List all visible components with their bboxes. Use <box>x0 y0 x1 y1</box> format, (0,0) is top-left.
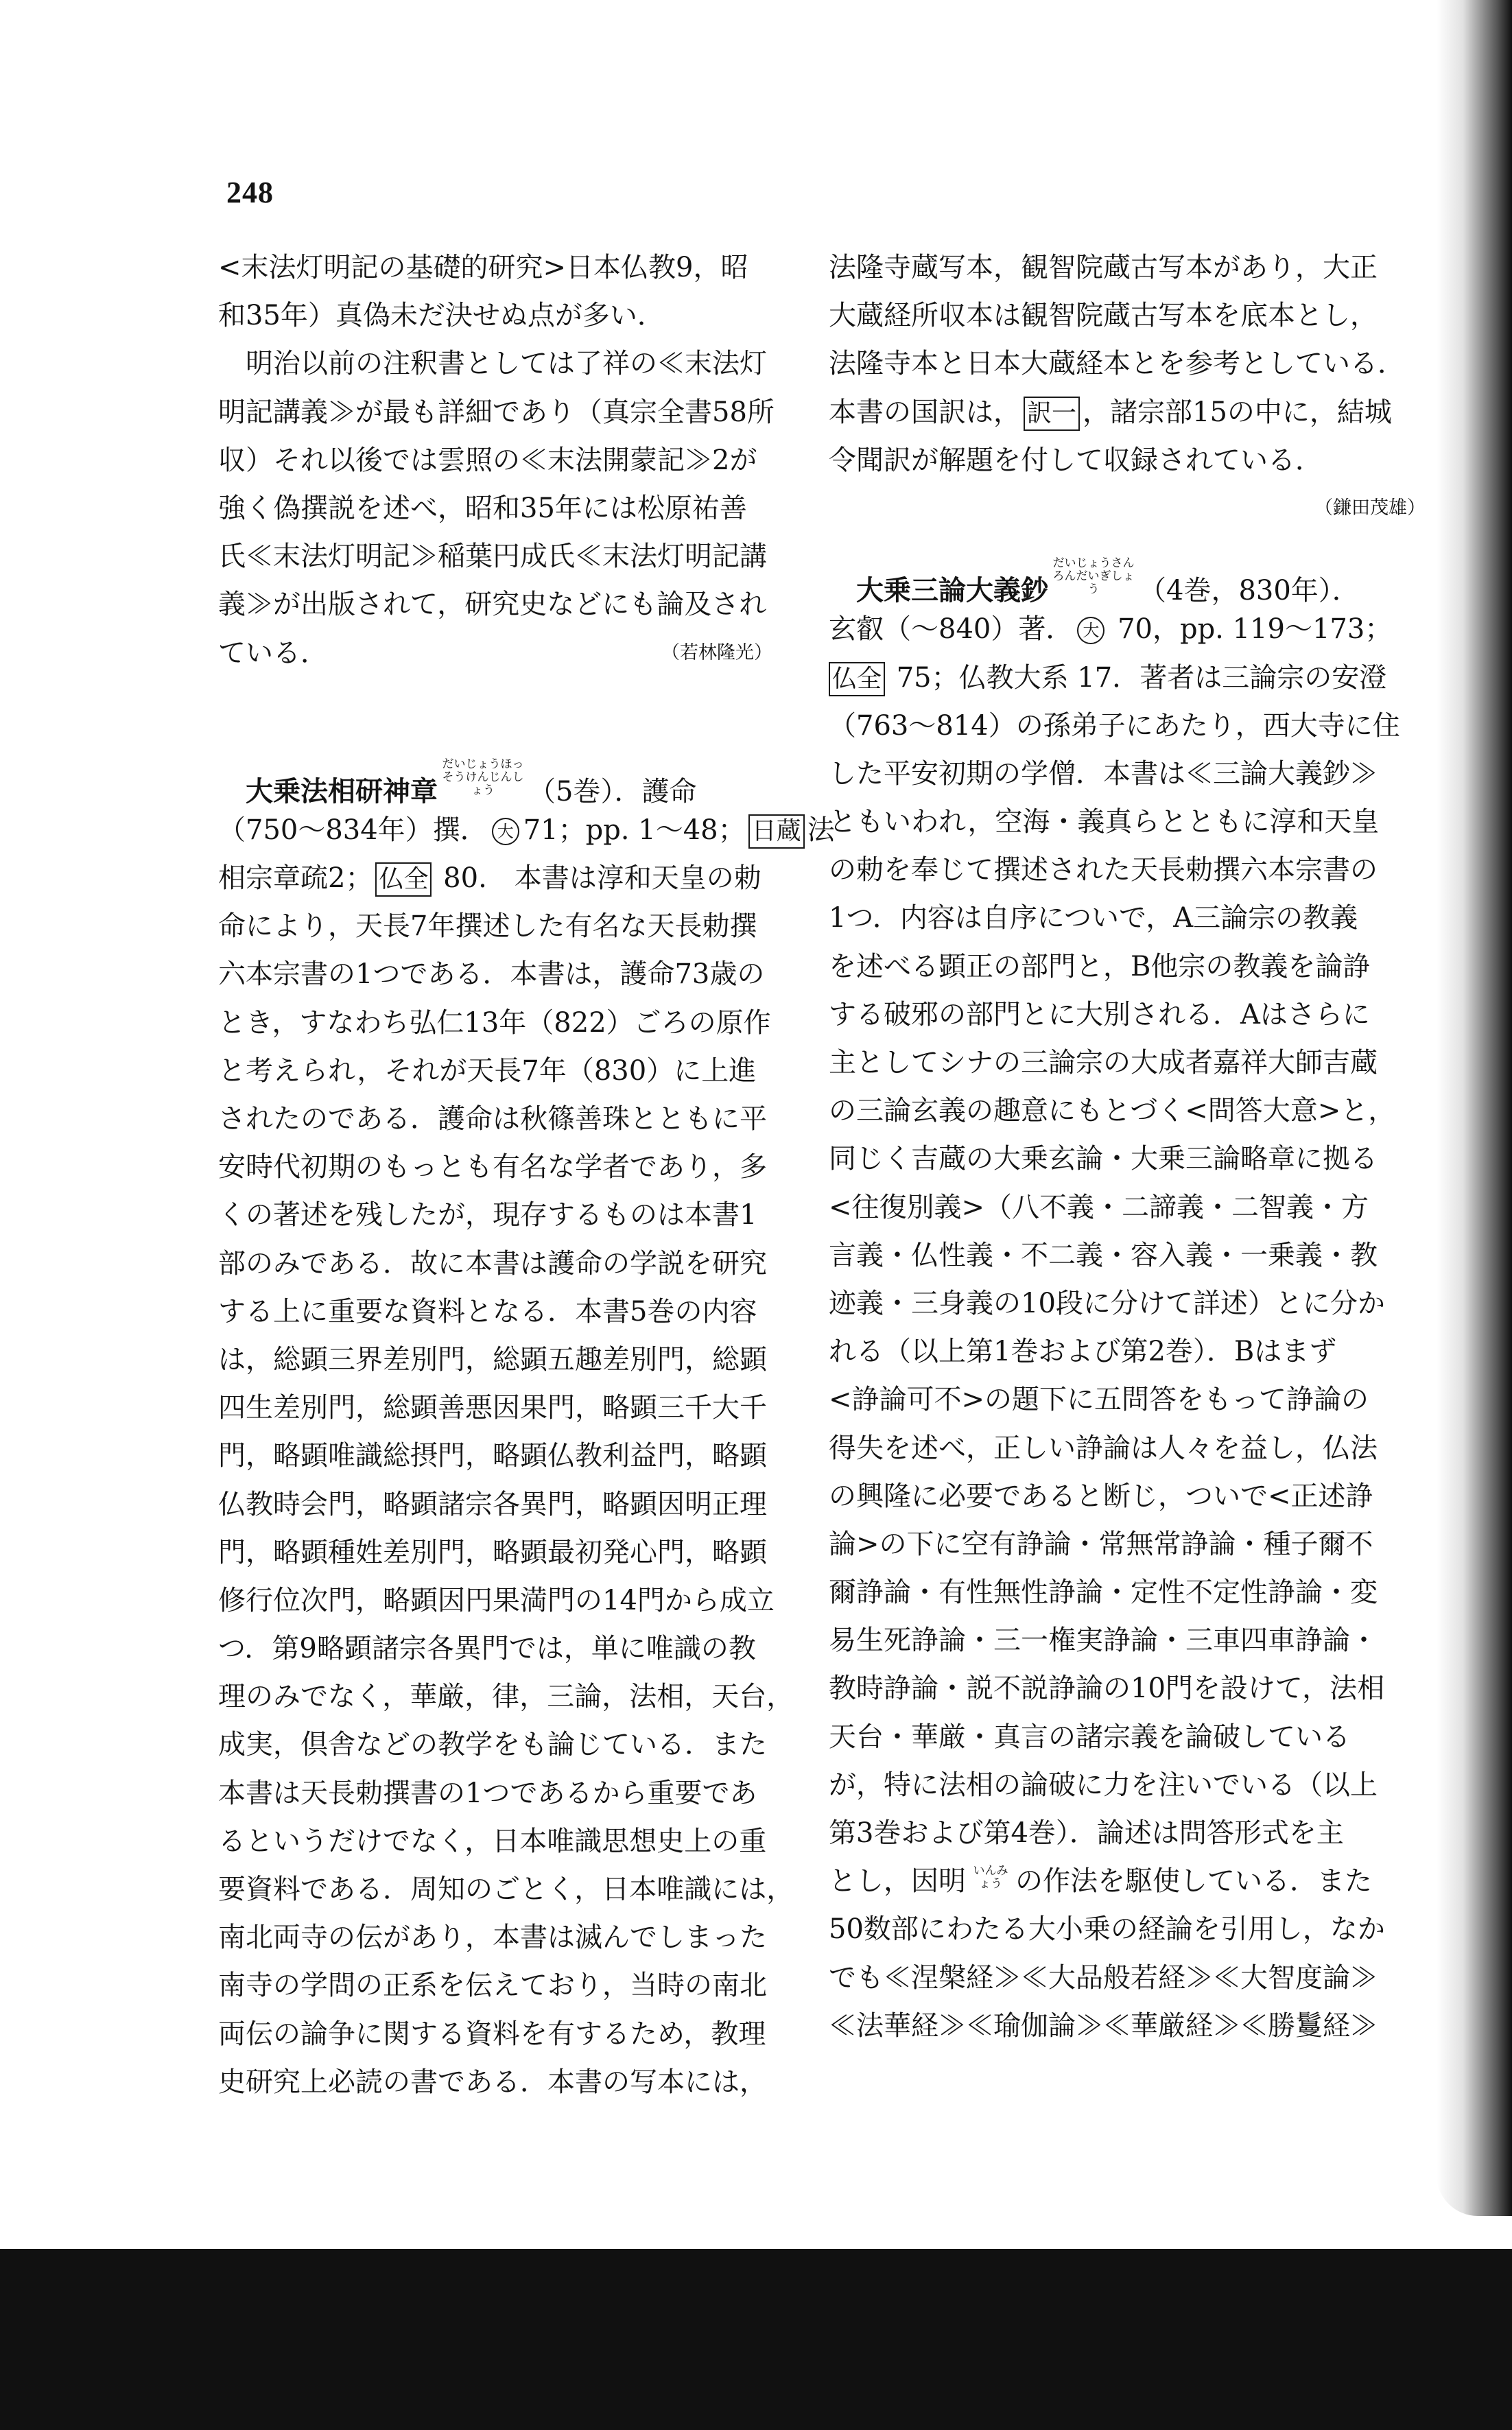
right-column <box>829 244 1432 2050</box>
entry-title: 大乗法相研神章 <box>246 775 438 807</box>
text-line: <往復別義>（八不義・二諦義・二智義・方 <box>829 1191 1369 1223</box>
text-line: 爾諍論・有性無性諍論・定性不定性諍論・変 <box>829 1577 1378 1609</box>
entry-heading-line <box>218 758 779 806</box>
text-line: 義≫が出版されて，研究史などにも論及され <box>218 589 767 621</box>
text-line: ている． <box>218 637 328 669</box>
text-line: ≪法華経≫≪瑜伽論≫≪華厳経≫≪勝鬘経≫ <box>829 2009 1378 2042</box>
text-segment: とし，因明 <box>829 1865 966 1898</box>
text-line: れる（以上第1巻および第2巻）．Bはまず <box>829 1336 1337 1368</box>
text-line: 本書は天長勅撰書の1つであるから重要であ <box>218 1777 757 1809</box>
text-line: 和35年）真偽未だ決せぬ点が多い． <box>218 300 665 332</box>
text-segment: の作法を駆使している．また <box>1015 1865 1372 1898</box>
source-abbreviation: 訳一 <box>1024 397 1080 431</box>
text-line: 収）それ以後では雲照の≪末法開蒙記≫2が <box>218 444 757 476</box>
last-line-with-byline <box>218 629 779 677</box>
text-line: 門，略顕種姓差別門，略顕最初発心門，略顕 <box>218 1536 767 1568</box>
text-line: した平安初期の学僧．本書は≪三論大義鈔≫ <box>829 757 1378 790</box>
text-line: は，総顕三界差別門，総顕五趣差別門，総顕 <box>218 1343 767 1376</box>
text-segment: 法 <box>807 814 835 846</box>
text-line <box>829 654 1432 702</box>
text-line: の三論玄義の趣意にもとづく<問答大意>と， <box>829 1095 1396 1127</box>
paragraph-commentaries <box>218 340 779 676</box>
text-line: 氏≪末法灯明記≫稲葉円成氏≪末法灯明記講 <box>218 541 767 573</box>
text-line: 令聞訳が解題を付して収録されている． <box>829 444 1323 476</box>
text-line: 要資料である．周知のごとく，日本唯識には， <box>218 1874 794 1905</box>
text-segment: （750～834年）撰． <box>218 814 488 846</box>
taisho-mark-icon: 大 <box>492 818 519 845</box>
text-line: （763～814）の孫弟子にあたり，西大寺に住 <box>829 709 1400 742</box>
source-abbreviation: 仏全 <box>829 662 885 696</box>
text-segment: 75；仏教大系 17．著者は三論宗の安澄 <box>888 661 1387 694</box>
text-line: 門，略顕唯識総摂門，略顕仏教利益門，略顕 <box>218 1440 767 1472</box>
text-line: 部のみである．故に本書は護命の学説を研究 <box>218 1247 767 1279</box>
entry-body <box>829 702 1432 1858</box>
entry-body <box>218 902 794 2106</box>
text-segment: 本書の国訳は， <box>829 396 1021 428</box>
text-line: 法隆寺本と日本大蔵経本とを参考としている． <box>829 348 1405 380</box>
entry-separator <box>218 677 779 758</box>
entry-daijo-hosso-kenjinsho <box>218 757 835 2106</box>
text-line: くの著述を残したが，現存するものは本書1 <box>218 1199 757 1231</box>
text-line: 論>の下に空有諍論・常無常諍論・種子爾不 <box>829 1528 1373 1560</box>
text-line: 1つ．内容は自序についで，A三論宗の教義 <box>829 902 1358 934</box>
entry-title: 大乗三論大義鈔 <box>856 574 1048 607</box>
text-line: とき，すなわち弘仁13年（822）ごろの原作 <box>218 1006 771 1039</box>
text-line: 南寺の学問の正系を伝えており，当時の南北 <box>218 1970 767 2002</box>
text-line: 第3巻および第4巻）．論述は問答形式を主 <box>829 1817 1344 1849</box>
text-line: でも≪涅槃経≫≪大品般若経≫≪大智度論≫ <box>829 1961 1378 1994</box>
text-line <box>829 1857 1432 1905</box>
entry-title-ruby: だいじょうほっそうけんじんしょう <box>442 757 524 797</box>
text-segment: ，諸宗部15の中に，結城 <box>1083 396 1392 428</box>
text-line: るというだけでなく，日本唯識思想史上の重 <box>218 1825 767 1857</box>
text-line: 主としてシナの三論宗の大成者嘉祥大師吉蔵 <box>829 1047 1378 1078</box>
text-line: 理のみでなく，華厳，律，三論，法相，天台， <box>218 1681 794 1713</box>
entry-heading-line <box>829 557 1432 605</box>
text-line: 天台・華厳・真言の諸宗義を論破している <box>829 1721 1350 1753</box>
text-line: 四生差別門，総顕善悪因果門，略顕三千大千 <box>218 1392 767 1424</box>
text-line <box>829 605 1432 653</box>
text-line <box>218 854 779 902</box>
entry-body-end <box>829 1905 1432 2050</box>
text-line: <末法灯明記の基礎的研究>日本仏教9，昭 <box>218 252 748 283</box>
text-line: つ．第9略顕諸宗各異門では，単に唯識の教 <box>218 1633 756 1665</box>
text-segment: 相宗章疏2； <box>218 862 373 895</box>
text-line: 修行位次門，略顕因円果満門の14門から成立 <box>218 1584 775 1616</box>
page-number: 248 <box>226 176 274 209</box>
text-line: と考えられ，それが天長7年（830）に上進 <box>218 1054 757 1087</box>
text-line: 易生死諍論・三一権実諍論・三車四車諍論・ <box>829 1625 1378 1657</box>
text-line: 両伝の論争に関する資料を有するため，教理 <box>218 2018 766 2050</box>
text-line: する破邪の部門とに大別される．Aはさらに <box>829 998 1370 1030</box>
entry-meta: （5巻）．護命 <box>528 775 697 807</box>
text-line: 明治以前の注釈書としては了祥の≪末法灯 <box>246 348 767 380</box>
text-line: の勅を奉じて撰述された天長勅撰六本宗書の <box>829 854 1378 886</box>
text-line: 迹義・三身義の10段に分けて詳述）とに分か <box>829 1287 1385 1319</box>
text-segment: 70，pp. 119～173； <box>1109 613 1393 646</box>
text-line: 安時代初期のもっとも有名な学者であり，多 <box>218 1151 767 1183</box>
text-line: 南北両寺の伝があり，本書は滅んでしまった <box>218 1922 767 1954</box>
text-line: 明記講義≫が最も詳細であり（真宗全書58所 <box>218 396 775 428</box>
entry-meta: （4巻，830年）． <box>1139 575 1360 607</box>
paragraph-mappo-study <box>218 244 779 340</box>
text-line: が，特に法相の論破に力を注いでいる（以上 <box>829 1769 1378 1801</box>
text-line: <諍論可不>の題下に五問答をもって諍論の <box>829 1384 1369 1416</box>
text-line: 同じく吉蔵の大乗玄論・大乗三論略章に拠る <box>829 1143 1378 1175</box>
text-line: 言義・仏性義・不二義・容入義・一乗義・教 <box>829 1239 1378 1271</box>
text-segment: 71；pp. 1～48； <box>523 814 746 846</box>
source-abbreviation: 日蔵 <box>748 814 805 849</box>
text-line: 成実，倶舎などの教学をも論じている．また <box>218 1729 767 1761</box>
entry-title-ruby: だいじょうさんろんだいぎしょう <box>1052 556 1135 597</box>
text-line <box>218 806 835 854</box>
text-line: されたのである．護命は秋篠善珠とともに平 <box>218 1103 767 1135</box>
text-line: 教時諍論・説不説諍論の10門を設けて，法相 <box>829 1673 1385 1705</box>
inmyo-ruby: いんみょう <box>973 1864 1008 1891</box>
text-line: する上に重要な資料となる．本書5巻の内容 <box>218 1295 757 1328</box>
text-line: 得失を述べ，正しい諍論は人々を益し，仏法 <box>829 1432 1378 1464</box>
text-line: 命により，天長7年撰述した有名な天長勅撰 <box>218 910 757 943</box>
entry-separator <box>829 532 1432 557</box>
scan-edge-shadow <box>1437 0 1512 2216</box>
taisho-mark-icon: 大 <box>1077 617 1105 644</box>
entry-daijo-sanron-daigisho <box>829 557 1432 2050</box>
text-line: 強く偽撰説を述べ，昭和35年には松原祐善 <box>218 492 747 524</box>
text-line: 法隆寺蔵写本，観智院蔵古写本があり，大正 <box>829 252 1378 283</box>
text-line: 大蔵経所収本は観智院蔵古写本を底本とし， <box>829 300 1378 332</box>
text-line: 50数部にわたる大小乗の経論を引用し，なか <box>829 1913 1385 1946</box>
text-segment: 80. 本書は淳和天皇の勅 <box>434 862 761 895</box>
text-line: 史研究上必読の書である．本書の写本には， <box>218 2066 767 2098</box>
scan-bottom-bar <box>0 2249 1512 2430</box>
paragraph-manuscripts <box>829 244 1432 532</box>
text-line: 仏教時会門，略顕諸宗各異門，略顕因明正理 <box>218 1488 767 1520</box>
text-segment: 玄叡（～840）著． <box>829 613 1074 646</box>
author-byline: （鎌田茂雄） <box>1314 497 1426 519</box>
text-line: の興隆に必要であると断じ，ついで<正述諍 <box>829 1480 1373 1512</box>
text-line: 六本宗書の1つである．本書は，護命73歳の <box>218 958 765 991</box>
left-column <box>218 244 835 2106</box>
text-line <box>829 388 1432 436</box>
author-byline: （若林隆光） <box>661 641 772 663</box>
text-line: ともいわれ，空海・義真らとともに淳和天皇 <box>829 806 1380 838</box>
text-line: を述べる顕正の部門と，B他宗の教義を論諍 <box>829 950 1371 982</box>
source-abbreviation: 仏全 <box>375 862 432 897</box>
